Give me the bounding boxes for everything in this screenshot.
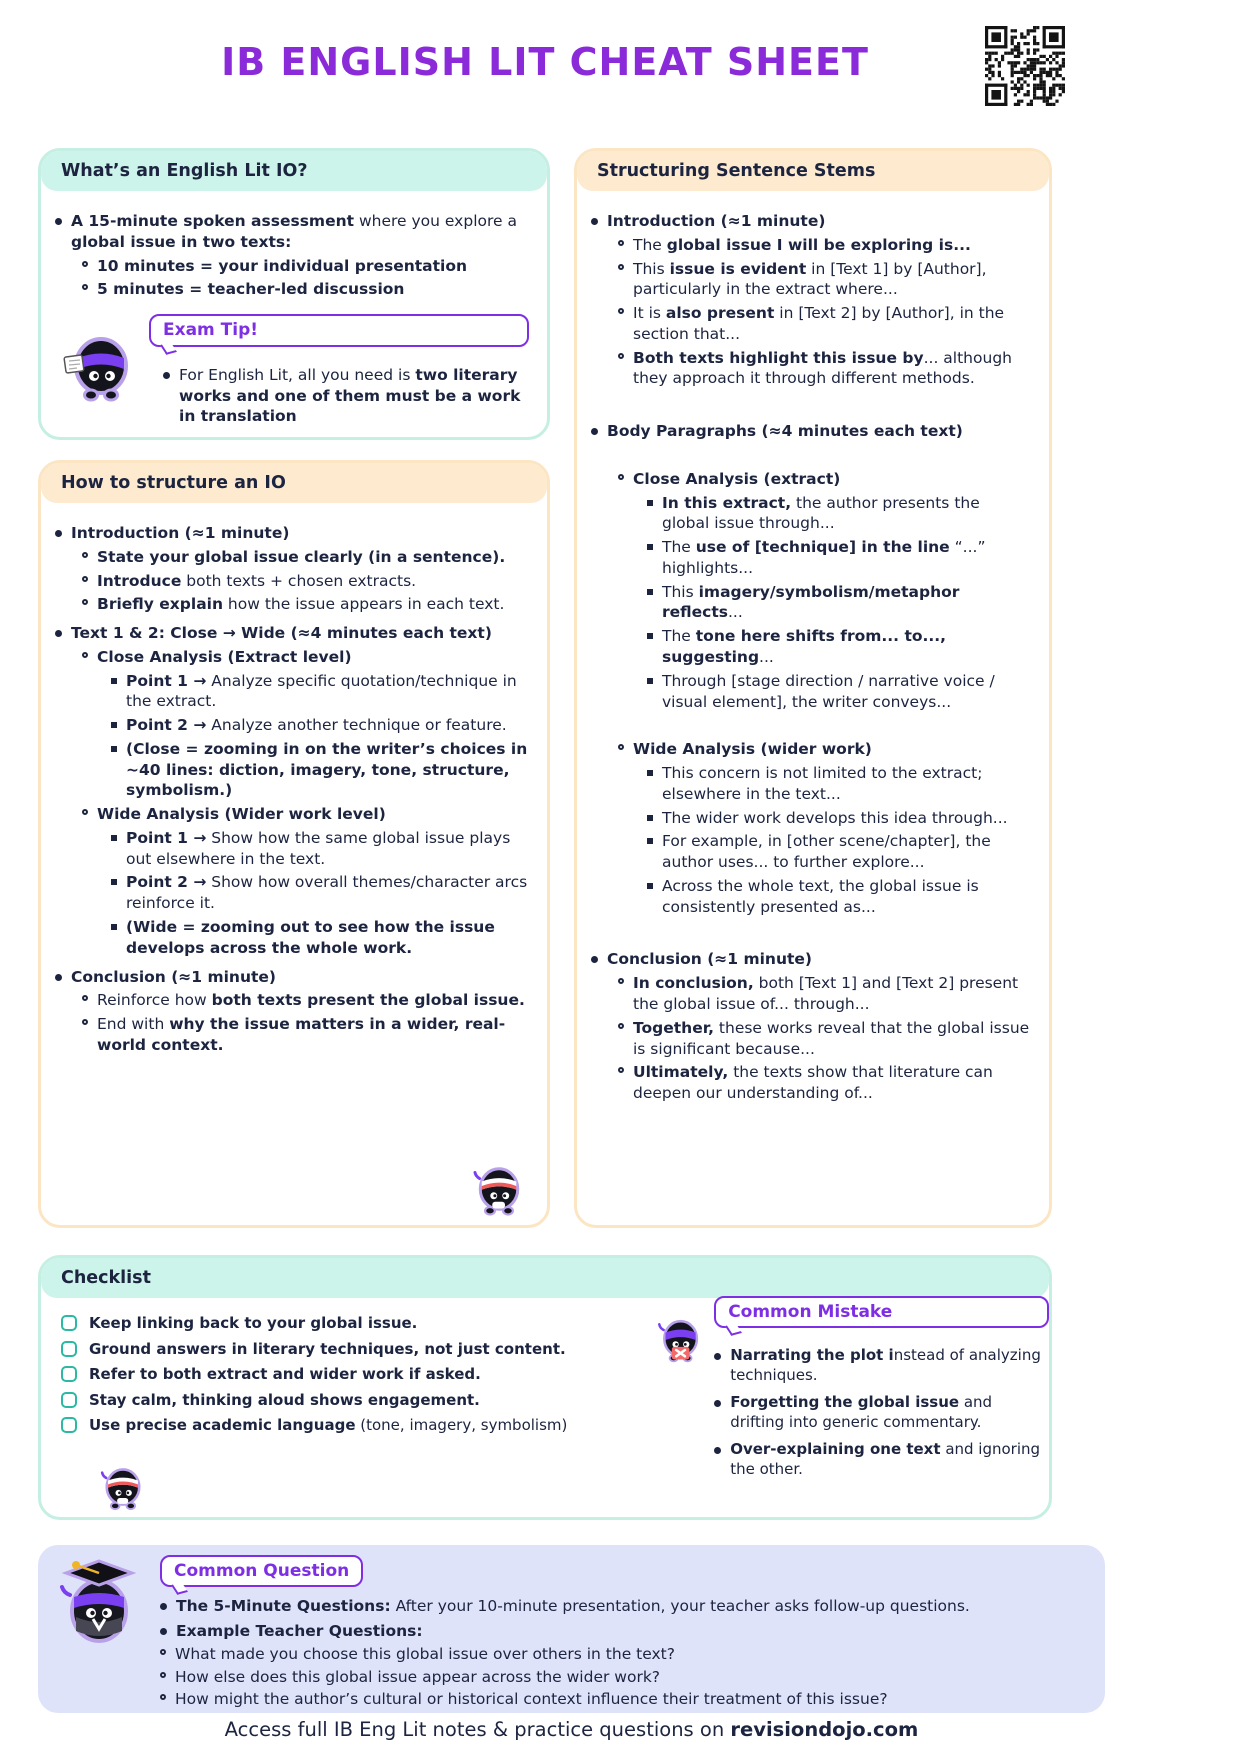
checklist-list-item — [61, 1416, 646, 1436]
checklist-card — [38, 1255, 1052, 1520]
common-mistake-list-item — [714, 1393, 1049, 1432]
bullet-marker — [618, 240, 624, 246]
text-run: How might the author’s cultural or historical context influence their treatment of this issue? — [175, 1690, 888, 1709]
bullet-marker — [111, 835, 117, 841]
sentence-stems-list-item — [647, 493, 1031, 535]
text-run: For example, in [other scene/chapter], the author uses... to further explore... — [662, 832, 991, 872]
checklist-list-item — [61, 1340, 646, 1360]
text-run: Point 2 → Analyze another technique or feature. — [126, 716, 507, 735]
card-header: What’s an English Lit IO? — [41, 151, 547, 191]
bullet-marker — [618, 744, 624, 750]
bullet-marker — [618, 353, 624, 359]
bullet-marker — [82, 995, 88, 1001]
bullet-marker — [618, 1023, 624, 1029]
structure-io-list-item — [111, 715, 529, 736]
bullet-marker — [618, 308, 624, 314]
sentence-stems-list-item — [618, 469, 1031, 490]
bullet-marker — [714, 1353, 721, 1360]
sentence-stems-list-item — [618, 259, 1031, 301]
text-run: Keep linking back to your global issue. — [89, 1314, 418, 1332]
text-run: (Close = zooming in on the writer’s choices in ~40 lines: diction, imagery, tone, structure, symbolism.) — [126, 739, 528, 800]
card-header: Checklist — [41, 1258, 1049, 1298]
sentence-stems-list-item — [618, 973, 1031, 1015]
bullet-marker — [111, 722, 117, 728]
bullet-marker — [647, 589, 653, 595]
common-mistake-badge: Common Mistake — [714, 1296, 1049, 1328]
structure-io-list-item — [82, 571, 529, 592]
structure-io-list-item — [111, 671, 529, 713]
bullet-marker — [647, 678, 653, 684]
common-mistake-list-item — [714, 1346, 1049, 1385]
checklist-list-item — [61, 1365, 646, 1385]
text-run: The tone here shifts from... to..., suggesting... — [662, 627, 947, 667]
structure-io-list-item — [82, 547, 529, 568]
bullet-marker — [647, 544, 653, 550]
bullet-marker — [618, 264, 624, 270]
sentence-stems-list-item — [591, 211, 1031, 232]
card-header: Structuring Sentence Stems — [577, 151, 1049, 191]
bullet-marker — [160, 1694, 166, 1700]
text-run: Forgetting the global issue and drifting into generic commentary. — [730, 1393, 993, 1431]
text-run: Point 1 → Analyze specific quotation/technique in the extract. — [126, 671, 517, 711]
bullet-marker — [647, 815, 653, 821]
bullet-marker — [82, 1019, 88, 1025]
sentence-stems-list-item — [618, 235, 1031, 256]
structure-io-list-item — [55, 967, 529, 988]
checklist-list-item — [61, 1314, 646, 1334]
text-run: The global issue I will be exploring is... — [633, 235, 971, 254]
ninja-mascot-note-icon — [61, 326, 141, 406]
text-run: 10 minutes = your individual presentation — [97, 256, 468, 275]
text-run: Point 1 → Show how the same global issue plays out elsewhere in the text. — [126, 828, 511, 868]
bullet-marker — [82, 809, 88, 815]
common-mistake-list-item — [714, 1440, 1049, 1479]
exam-tip-block — [55, 314, 529, 430]
bullet-marker — [160, 1672, 166, 1678]
common-mistake-block — [653, 1296, 1049, 1482]
bullet-marker — [111, 924, 117, 930]
structure-io-list-item — [55, 523, 529, 544]
sentence-stems-list-item — [647, 831, 1031, 873]
text-run: Example Teacher Questions: — [176, 1622, 423, 1641]
sentence-stems-list-item — [591, 421, 1031, 442]
text-run: What made you choose this global issue over others in the text? — [175, 1644, 675, 1663]
bullet-marker — [160, 1628, 167, 1635]
text-run: Both texts highlight this issue by... although they approach it through different methods. — [633, 348, 1012, 388]
common-question-list-item — [160, 1667, 1081, 1687]
text-run: Wide Analysis (wider work) — [633, 740, 872, 759]
text-run: Together, these works reveal that the global issue is significant because... — [633, 1018, 1030, 1058]
checkbox[interactable] — [61, 1341, 77, 1357]
bullet-marker — [618, 1067, 624, 1073]
exam-tip-list — [149, 357, 529, 430]
bullet-marker — [618, 474, 624, 480]
checklist-list — [61, 1308, 646, 1442]
whats-an-io-list-item — [82, 256, 529, 277]
whats-an-io-list — [55, 211, 529, 300]
sentence-stems-list-item — [647, 537, 1031, 579]
bullet-marker — [111, 746, 117, 752]
sentence-stems-list-item — [618, 1018, 1031, 1060]
sentence-stems-card — [574, 148, 1052, 1228]
text-run: For English Lit, all you need is two literary works and one of them must be a work in translation — [179, 365, 521, 426]
ninja-mascot-running-icon — [469, 1159, 529, 1219]
common-question-list-item — [160, 1689, 1081, 1709]
sentence-stems-list-item — [647, 582, 1031, 624]
bullet-marker — [591, 956, 598, 963]
footer-text: Access full IB Eng Lit notes & practice questions on — [224, 1718, 731, 1741]
text-run: Briefly explain how the issue appears in each text. — [97, 595, 505, 614]
checklist-list-item — [61, 1391, 646, 1411]
sentence-stems-list-item — [647, 626, 1031, 668]
bullet-marker — [55, 630, 62, 637]
structure-io-list-item — [111, 917, 529, 959]
footer-brand: revisiondojo.com — [730, 1718, 919, 1741]
bullet-marker — [82, 576, 88, 582]
text-run: Introduction (≈1 minute) — [607, 212, 826, 230]
structure-io-list-item — [82, 1014, 529, 1056]
bullet-marker — [714, 1447, 721, 1454]
ninja-mascot-error-icon — [653, 1296, 708, 1384]
card-header: How to structure an IO — [41, 463, 547, 503]
bullet-marker — [647, 838, 653, 844]
bullet-marker — [82, 261, 88, 267]
text-run: Conclusion (≈1 minute) — [607, 950, 813, 969]
structure-io-list-item — [111, 872, 529, 914]
bullet-marker — [591, 428, 598, 435]
structure-io-list — [55, 523, 529, 1056]
text-run: 5 minutes = teacher-led discussion — [97, 280, 405, 299]
common-question-list-item — [160, 1596, 1081, 1616]
checkbox[interactable] — [61, 1392, 77, 1408]
structure-io-list-item — [82, 647, 529, 668]
text-run: Close Analysis (Extract level) — [97, 647, 352, 666]
text-run: Ultimately, the texts show that literature can deepen our understanding of... — [633, 1063, 993, 1103]
text-run: End with why the issue matters in a wider, real-world context. — [97, 1015, 506, 1054]
bullet-marker — [647, 500, 653, 506]
text-run: Wide Analysis (Wider work level) — [97, 805, 386, 824]
text-run: Across the whole text, the global issue is consistently presented as... — [662, 876, 979, 916]
common-question-card — [38, 1545, 1105, 1713]
common-mistake-list — [714, 1338, 1049, 1482]
bullet-marker — [647, 770, 653, 776]
sentence-stems-list-item — [647, 763, 1031, 805]
exam-tip-list-item — [163, 365, 529, 427]
structure-io-list-item — [55, 623, 529, 644]
bullet-marker — [160, 1603, 167, 1610]
text-run: (Wide = zooming out to see how the issue develops across the whole work. — [126, 918, 495, 957]
bullet-marker — [55, 218, 62, 225]
text-run: The use of [technique] in the line “...” highlights... — [662, 538, 986, 577]
whats-an-io-list-item — [55, 211, 529, 253]
text-run: A 15-minute spoken assessment where you explore a global issue in two texts: — [71, 212, 517, 251]
sentence-stems-list-item — [647, 876, 1031, 918]
page-title: IB ENGLISH LIT CHEAT SHEET — [221, 40, 869, 84]
bullet-marker — [714, 1400, 721, 1407]
structure-io-card — [38, 460, 550, 1228]
sentence-stems-list-item — [647, 808, 1031, 829]
text-run: The 5-Minute Questions: After your 10-minute presentation, your teacher asks follow-up questions. — [176, 1597, 970, 1616]
structure-io-list-item — [111, 828, 529, 870]
text-run: How else does this global issue appear across the wider work? — [175, 1667, 661, 1686]
text-run: Narrating the plot instead of analyzing techniques. — [730, 1346, 1041, 1384]
sentence-stems-list-item — [618, 1062, 1031, 1104]
whats-an-io-list-item — [82, 279, 529, 300]
ninja-mascot-small-icon — [97, 1461, 149, 1513]
text-run: Refer to both extract and wider work if asked. — [89, 1365, 481, 1383]
bullet-marker — [591, 218, 598, 225]
bullet-marker — [55, 530, 62, 537]
sentence-stems-list-item — [618, 348, 1031, 390]
qr-code — [985, 26, 1065, 106]
bullet-marker — [618, 978, 624, 984]
bullet-marker — [82, 284, 88, 290]
text-run: It is also present in [Text 2] by [Author], in the section that... — [633, 304, 1005, 343]
text-run: This issue is evident in [Text 1] by [Author], particularly in the extract where... — [633, 259, 987, 299]
common-question-list-item — [160, 1644, 1081, 1664]
text-run: Point 2 → Show how overall themes/character arcs reinforce it. — [126, 873, 528, 913]
text-run: The wider work develops this idea through... — [662, 808, 1008, 827]
checkbox[interactable] — [61, 1366, 77, 1382]
text-run: Body Paragraphs (≈4 minutes each text) — [607, 422, 963, 441]
structure-io-list-item — [82, 594, 529, 615]
bullet-marker — [111, 678, 117, 684]
sentence-stems-list-item — [618, 739, 1031, 760]
structure-io-list-item — [82, 990, 529, 1011]
bullet-marker — [82, 552, 88, 558]
checkbox[interactable] — [61, 1315, 77, 1331]
text-run: Over-explaining one text and ignoring the other. — [730, 1440, 1041, 1478]
sentence-stems-list — [591, 211, 1031, 1104]
bullet-marker — [55, 974, 62, 981]
common-question-list — [160, 1596, 1081, 1709]
ninja-mascot-graduate-icon — [54, 1553, 144, 1653]
text-run: Use precise academic language (tone, imagery, symbolism) — [89, 1416, 568, 1434]
bullet-marker — [82, 599, 88, 605]
whats-an-io-card — [38, 148, 550, 440]
text-run: Conclusion (≈1 minute) — [71, 967, 277, 986]
text-run: Stay calm, thinking aloud shows engagement. — [89, 1390, 480, 1409]
sentence-stems-list-item — [618, 303, 1031, 345]
common-question-list-item — [160, 1621, 1081, 1641]
bullet-marker — [82, 652, 88, 658]
common-question-badge: Common Question — [160, 1555, 363, 1587]
sentence-stems-list-item — [647, 671, 1031, 713]
bullet-marker — [163, 372, 170, 379]
text-run: Introduction (≈1 minute) — [71, 524, 290, 542]
text-run: Close Analysis (extract) — [633, 469, 841, 488]
sentence-stems-list-item — [591, 949, 1031, 970]
exam-tip-badge: Exam Tip! — [149, 314, 529, 347]
structure-io-list-item — [111, 739, 529, 801]
text-run: Introduce both texts + chosen extracts. — [97, 571, 417, 590]
footer — [38, 1718, 1105, 1741]
text-run: In this extract, the author presents the global issue through... — [662, 493, 980, 533]
bullet-marker — [111, 879, 117, 885]
structure-io-list-item — [82, 804, 529, 825]
text-run: Through [stage direction / narrative voice / visual element], the writer conveys... — [662, 671, 995, 711]
text-run: Text 1 & 2: Close → Wide (≈4 minutes each text) — [71, 624, 492, 643]
bullet-marker — [160, 1649, 166, 1655]
text-run: This concern is not limited to the extract; elsewhere in the text... — [662, 764, 983, 803]
bullet-marker — [647, 633, 653, 639]
checkbox[interactable] — [61, 1417, 77, 1433]
text-run: Reinforce how both texts present the global issue. — [97, 991, 525, 1010]
text-run: This imagery/symbolism/metaphor reflects... — [662, 582, 960, 622]
text-run: State your global issue clearly (in a sentence). — [97, 547, 506, 566]
text-run: In conclusion, both [Text 1] and [Text 2] present the global issue of... through... — [633, 974, 1019, 1013]
bullet-marker — [647, 883, 653, 889]
text-run: Ground answers in literary techniques, not just content. — [89, 1339, 566, 1358]
